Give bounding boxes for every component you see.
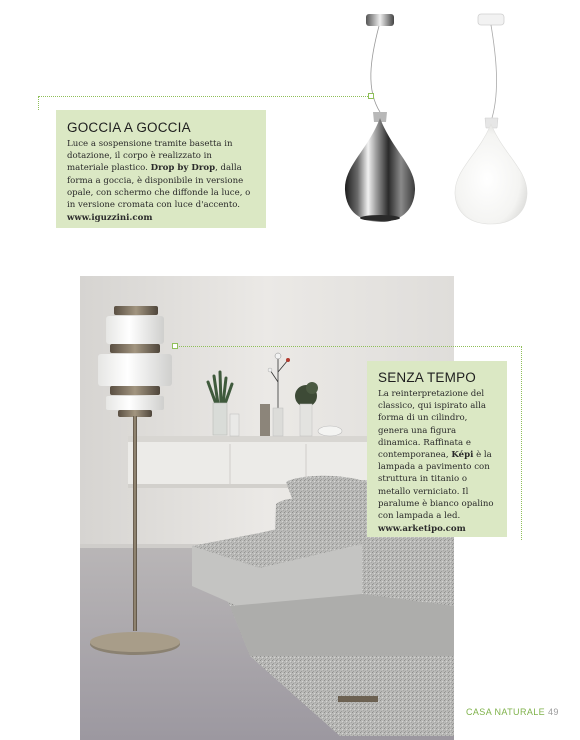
- pendant-lamps-photo: [328, 0, 580, 236]
- product-name-drop-by-drop: Drop by Drop: [150, 163, 216, 174]
- section-title-senza-tempo: SENZA TEMPO: [378, 370, 476, 385]
- leader-node-bottom: [172, 343, 178, 349]
- page-footer: [466, 707, 559, 717]
- info-box-senza-tempo: [367, 361, 507, 537]
- leader-line-top-drop: [38, 96, 39, 110]
- url-iguzzini[interactable]: www.iguzzini.com: [67, 213, 153, 224]
- leader-node-top: [368, 93, 374, 99]
- magazine-name: CASA NATURALE: [466, 707, 546, 717]
- product-name-kepi: Képi: [451, 450, 474, 461]
- section-text-senza-tempo: La reinterpretazione del classico, qui ispirato alla forma di un cilindro, genera una figura dinamica. Raffinata e contemporanea, Képi è la lampada a pavimento con struttura in titanio o metallo verniciato. Il paralume è bianco opalino con lampada a led.: [378, 389, 494, 522]
- leader-line-bottom-drop: [521, 346, 522, 540]
- page-number: 49: [547, 707, 559, 717]
- url-arketipo[interactable]: www.arketipo.com: [378, 524, 466, 535]
- section-text-goccia: Luce a sospensione tramite basetta in dotazione, il corpo è realizzato in materiale plastico. Drop by Drop, dalla forma a goccia, è disponibile in versione opale, con schermo che diffonde la luce, o in versione cromata con luce d'accento.: [67, 139, 251, 211]
- section-title-goccia: GOCCIA A GOCCIA: [67, 120, 191, 135]
- info-box-goccia: [56, 110, 266, 228]
- leader-line-top: [38, 96, 370, 97]
- leader-line-bottom: [174, 346, 522, 347]
